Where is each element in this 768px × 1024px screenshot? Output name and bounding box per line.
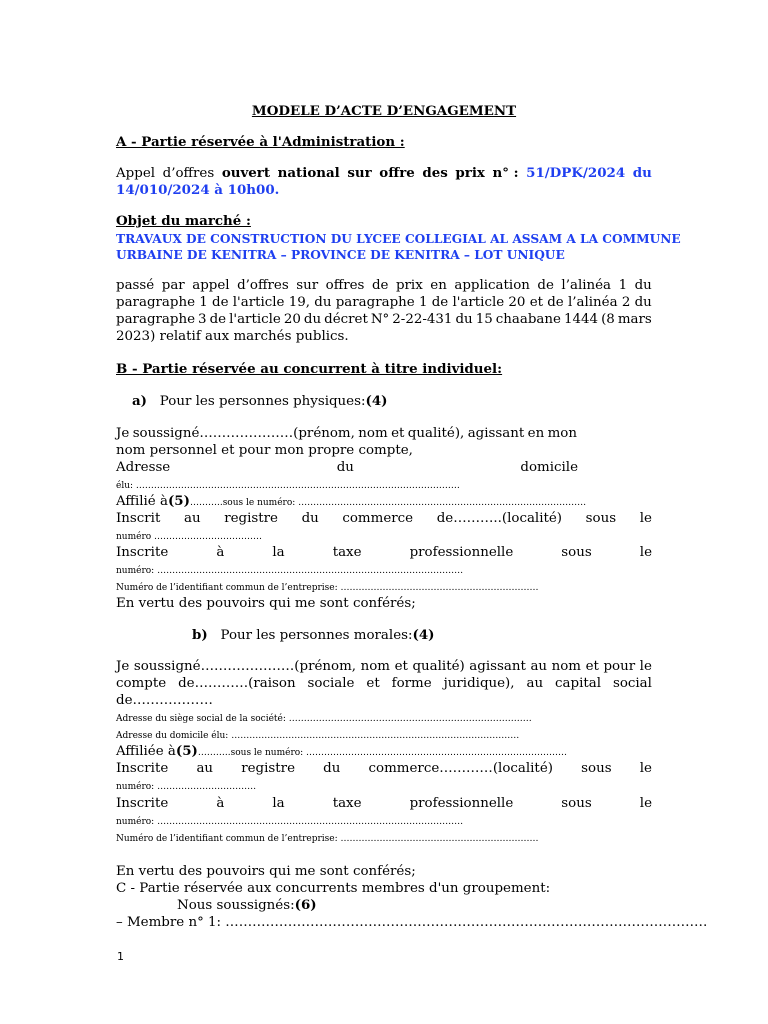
- word: mars: [617, 312, 652, 327]
- section-c-heading: C - Partie réservée aux concurrents membres d'un groupement:: [116, 881, 551, 896]
- morale-inscrite: [116, 760, 652, 777]
- word: 2-22-431: [392, 312, 453, 327]
- word: et: [394, 659, 408, 674]
- word: forme: [391, 676, 432, 691]
- word: (8: [601, 312, 615, 327]
- word: professionnelle: [409, 796, 514, 811]
- word: et: [585, 659, 599, 674]
- objet-line-2: URBAINE DE KENITRA – PROVINCE DE KENITRA – LOT UNIQUE: [116, 248, 565, 262]
- word: de………..(localité): [436, 511, 563, 526]
- word: du: [314, 295, 332, 310]
- physique-numero: numéro ………………………………: [116, 532, 263, 542]
- word: commerce: [342, 511, 414, 526]
- word: chaabane: [495, 312, 561, 327]
- word: taxe: [332, 796, 362, 811]
- word: 1: [199, 295, 208, 310]
- word: l'article: [232, 295, 285, 310]
- word: social: [612, 676, 652, 691]
- word: taxe: [332, 545, 362, 560]
- physique-taxe: [116, 544, 652, 561]
- word: le: [639, 796, 652, 811]
- word: 1: [418, 295, 428, 310]
- word: registre: [224, 511, 278, 526]
- physique-line-1: [116, 425, 577, 442]
- word: mon: [547, 426, 577, 441]
- passe-line-2: [116, 294, 652, 311]
- word: paragraphe: [116, 295, 196, 310]
- physique-inscrit: [116, 510, 652, 527]
- word: à: [216, 796, 225, 811]
- word: Je: [116, 426, 130, 441]
- word: nom: [358, 426, 388, 441]
- word: Inscrite: [116, 796, 169, 811]
- word: le: [639, 511, 652, 526]
- word: nom: [551, 659, 581, 674]
- word: sur: [296, 278, 319, 293]
- word: et: [391, 426, 405, 441]
- word: du: [303, 312, 322, 327]
- section-b-heading: B - Partie réservée au concurrent à titre individuel:: [116, 361, 503, 377]
- passe-line-3: [116, 311, 652, 328]
- word: le: [639, 659, 652, 674]
- word: du: [634, 295, 652, 310]
- morale-numero-2: numéro: …………………………………………………………………………………………: [116, 817, 464, 827]
- word: juridique),: [443, 676, 515, 691]
- morales-label: b) Pour les personnes morales:(4): [192, 627, 435, 643]
- morale-line-2: [116, 675, 652, 692]
- word: N°: [370, 312, 390, 327]
- appel-date: 14/010/2024 à 10h00.: [116, 182, 280, 198]
- word: à: [216, 545, 225, 560]
- word: l’alinéa: [561, 278, 612, 293]
- morale-siege: Adresse du siège social de la société: ………………………………………………………………………: [116, 714, 532, 724]
- membre-1: – Membre n° 1: ………………………………………………………………………………………………: [116, 915, 708, 930]
- word: Inscrite: [116, 545, 169, 560]
- word: la: [272, 545, 285, 560]
- word: en: [527, 426, 545, 441]
- word: qualité): [412, 659, 465, 674]
- objet-heading: Objet du marché :: [116, 213, 251, 229]
- word: de: [371, 278, 389, 293]
- physique-ice: Numéro de l’identifiant commun de l’entreprise: …………………………………………………………: [116, 583, 539, 593]
- word: sous: [585, 511, 617, 526]
- word: agissant: [469, 659, 526, 674]
- word: 1: [618, 278, 628, 293]
- word: 1444: [563, 312, 599, 327]
- word: de: [547, 295, 564, 310]
- physique-adresse: Adresse du domicile: [116, 460, 578, 475]
- word: le: [639, 761, 652, 776]
- word: pour: [603, 659, 636, 674]
- word: sociale: [307, 676, 355, 691]
- passe-line-4: 2023) relatif aux marchés publics.: [116, 329, 349, 344]
- word: 15: [475, 312, 493, 327]
- word: décret: [324, 312, 368, 327]
- word: compte: [116, 676, 167, 691]
- section-a-heading: A - Partie réservée à l'Administration :: [116, 134, 405, 150]
- word: sous: [561, 796, 592, 811]
- word: offres: [325, 278, 365, 293]
- word: au: [530, 659, 548, 674]
- word: 3: [198, 312, 207, 327]
- morale-ice: Numéro de l’identifiant commun de l’entreprise: …………………………………………………………: [116, 834, 539, 844]
- word: paragraphe: [116, 312, 196, 327]
- physique-vertu: En vertu des pouvoirs qui me sont conférés;: [116, 596, 416, 611]
- word: soussigné…………………(prénom,: [132, 426, 355, 441]
- word: du: [301, 511, 319, 526]
- word: du: [634, 278, 652, 293]
- word: d’offres: [237, 278, 289, 293]
- word: qualité),: [407, 426, 465, 441]
- word: 19,: [288, 295, 311, 310]
- word: l'article: [229, 312, 281, 327]
- word: 20: [508, 295, 526, 310]
- word: paragraphe: [335, 295, 415, 310]
- appel-offres-line: Appel d’offres ouvert national sur offre des prix n° : 51/DPK/2024 du: [116, 165, 652, 181]
- word: de: [212, 295, 229, 310]
- word: professionnelle: [409, 545, 514, 560]
- word: l’alinéa: [567, 295, 618, 310]
- word: par: [161, 278, 185, 293]
- word: au: [196, 761, 214, 776]
- morale-line-3: de………………: [116, 693, 213, 708]
- morale-domicile: Adresse du domicile élu: ……………………………………………………………………………………: [116, 731, 520, 741]
- word: et: [529, 295, 543, 310]
- document-title: MODELE D’ACTE D’ENGAGEMENT: [251, 103, 517, 119]
- word: sous: [561, 545, 592, 560]
- word: Inscrit: [116, 511, 161, 526]
- word: du: [323, 761, 341, 776]
- word: Inscrite: [116, 761, 169, 776]
- word: passé: [116, 278, 155, 293]
- objet-line-1: TRAVAUX DE CONSTRUCTION DU LYCEE COLLEGIAL AL ASSAM A LA COMMUNE: [116, 232, 681, 246]
- word: nom: [360, 659, 391, 674]
- word: agissant: [467, 426, 525, 441]
- morale-taxe: [116, 795, 652, 812]
- word: au: [183, 511, 201, 526]
- page-number: 1: [117, 950, 124, 963]
- nous-soussignes: Nous soussignés:(6): [177, 897, 317, 913]
- word: Je: [116, 659, 130, 674]
- word: soussigné…………………(prénom,: [133, 659, 357, 674]
- morale-line-1: [116, 658, 652, 675]
- word: la: [272, 796, 285, 811]
- physique-line-2: nom personnel et pour mon propre compte,: [116, 443, 413, 458]
- physique-numero-2: numéro: …………………………………………………………………………………………: [116, 566, 464, 576]
- physique-affilie: Affilié à(5)………..sous le numéro: ……………………………………………………………………………………: [116, 493, 587, 509]
- word: prix: [395, 278, 423, 293]
- word: registre: [241, 761, 295, 776]
- word: du: [455, 312, 473, 327]
- word: 2: [621, 295, 631, 310]
- word: en: [430, 278, 447, 293]
- word: l'article: [452, 295, 505, 310]
- word: 20: [283, 312, 301, 327]
- passe-line-1: [116, 277, 652, 294]
- word: de: [537, 278, 554, 293]
- word: capital: [555, 676, 602, 691]
- word: commerce…………(localité): [368, 761, 553, 776]
- physique-elu: élu: ………………………………………………………………………………………………: [116, 481, 460, 491]
- morale-numero: numéro: ……………………………: [116, 782, 257, 792]
- morale-vertu: En vertu des pouvoirs qui me sont conférés;: [116, 864, 416, 879]
- word: de: [209, 312, 227, 327]
- physiques-label: a) Pour les personnes physiques:(4): [132, 393, 388, 409]
- word: appel: [192, 278, 230, 293]
- word: de…………(raison: [178, 676, 296, 691]
- word: sous: [581, 761, 612, 776]
- word: application: [454, 278, 530, 293]
- word: au: [526, 676, 544, 691]
- word: de: [431, 295, 449, 310]
- word: et: [366, 676, 380, 691]
- morale-affiliee: Affiliée à(5)………..sous le numéro: ……………………………………………………………………………: [116, 743, 568, 759]
- word: le: [639, 545, 652, 560]
